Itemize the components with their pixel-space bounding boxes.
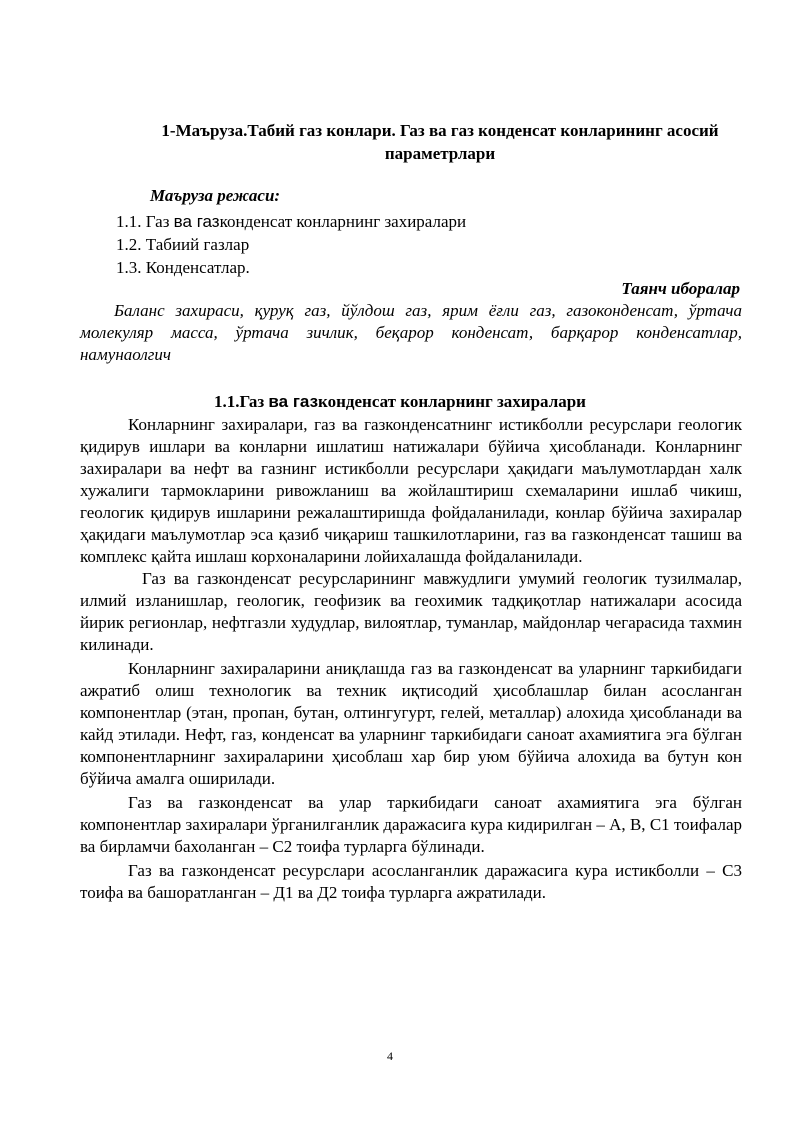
- plan-item: 1.3. Конденсатлар.: [116, 258, 250, 277]
- page-title: 1-Маъруза.Табий газ конлари. Газ ва газ конденсат конларининг асосий параметрлари: [161, 121, 719, 163]
- paragraph: Конларнинг захиралари, газ ва газконденсатнинг истикболли ресурслари геологик қидирув ишлари ва конларни ишлатиш натижалари бўйича ҳисобланади. Конларнинг захиралари ва нефт ва газнинг истикболли ресурслари ҳақидаги маълумотлардан халк хужалиги тармокларини ривожланиш ва жойлаштириш схемаларини ишлаб чикиш, геологик қидирув ишларини режалаштиришда фойдаланилади, конлар бўйича захиралар ҳақидаги маълумотлар эса қазиб чиқариш ташкилотларини, газ ва газконденсат ташиш ва комплекс қайта ишлаш корхоналарини лойихалашда фойдаланилади.: [80, 415, 742, 566]
- paragraph: Газ ва газконденсат ресурслари асосланганлик даражасига кура истикболли – С3 тоифа ва башоратланган – Д1 ва Д2 тоифа турларга ажратилади.: [80, 861, 742, 902]
- plan-list: [116, 211, 466, 280]
- plan-item-sans-fragment: ва газ: [173, 212, 220, 231]
- plan-item-prefix: 1.1. Газ: [116, 212, 174, 231]
- section-heading-prefix: 1.1.Газ: [214, 392, 269, 411]
- section-heading: [80, 391, 720, 413]
- paragraph: Газ ва газконденсат ресурсларининг мавжудлиги умумий геологик тузилмалар, илмий изланишлар, геологик, геофизик ва геохимик тадқиқотлар натижалари асосида йирик регионлар, нефтгазли худудлар, вилоятлар, туманлар, майдонлар чегарасида тахмин килинади.: [80, 569, 742, 654]
- paragraph: Газ ва газконденсат ва улар таркибидаги саноат ахамиятига эга бўлган компонентлар захиралари ўрганилганлик даражасига кура кидирилган – А, В, С1 тоифалар ва бирламчи бахоланган – С2 тоифа турларга бўлинади.: [80, 793, 742, 856]
- paragraph: Конларнинг захираларини аниқлашда газ ва газконденсат ва уларнинг таркибидаги ажратиб олиш технологик ва техник иқтисодий ҳисоблашлар билан асосланган компонентлар (этан, пропан, бутан, олтингугурт, гелей, металлар) алохида ҳисобланади ва кайд этилади. Нефт, газ, конденсат ва уларнинг таркибидаги саноат ахамиятига эга бўлган компонентларнинг захираларини ҳисоблаш хар бир уюм бўйича алохида ва бутун кон бўйича амалга оширилади.: [80, 659, 742, 788]
- plan-item-suffix: конденсат конларнинг захиралари: [219, 212, 467, 231]
- plan-item: 1.2. Табиий газлар: [116, 235, 250, 254]
- keywords-heading: Таянч иборалар: [621, 279, 740, 298]
- section-heading-sans-fragment: ва газ: [268, 392, 319, 411]
- keywords-text: Баланс захираси, қуруқ газ, йўлдош газ, ярим ёғли газ, газоконденсат, ўртача молекуляр масса, ўртача зичлик, беқарор конденсат, барқарор конденсатлар, намунаолгич: [80, 301, 742, 364]
- plan-heading: Маъруза режаси:: [150, 186, 281, 205]
- section-body: [80, 414, 742, 904]
- section-heading-suffix: конденсат конларнинг захиралари: [318, 392, 586, 411]
- page-number: 4: [387, 1049, 393, 1063]
- plan-item: [116, 211, 466, 234]
